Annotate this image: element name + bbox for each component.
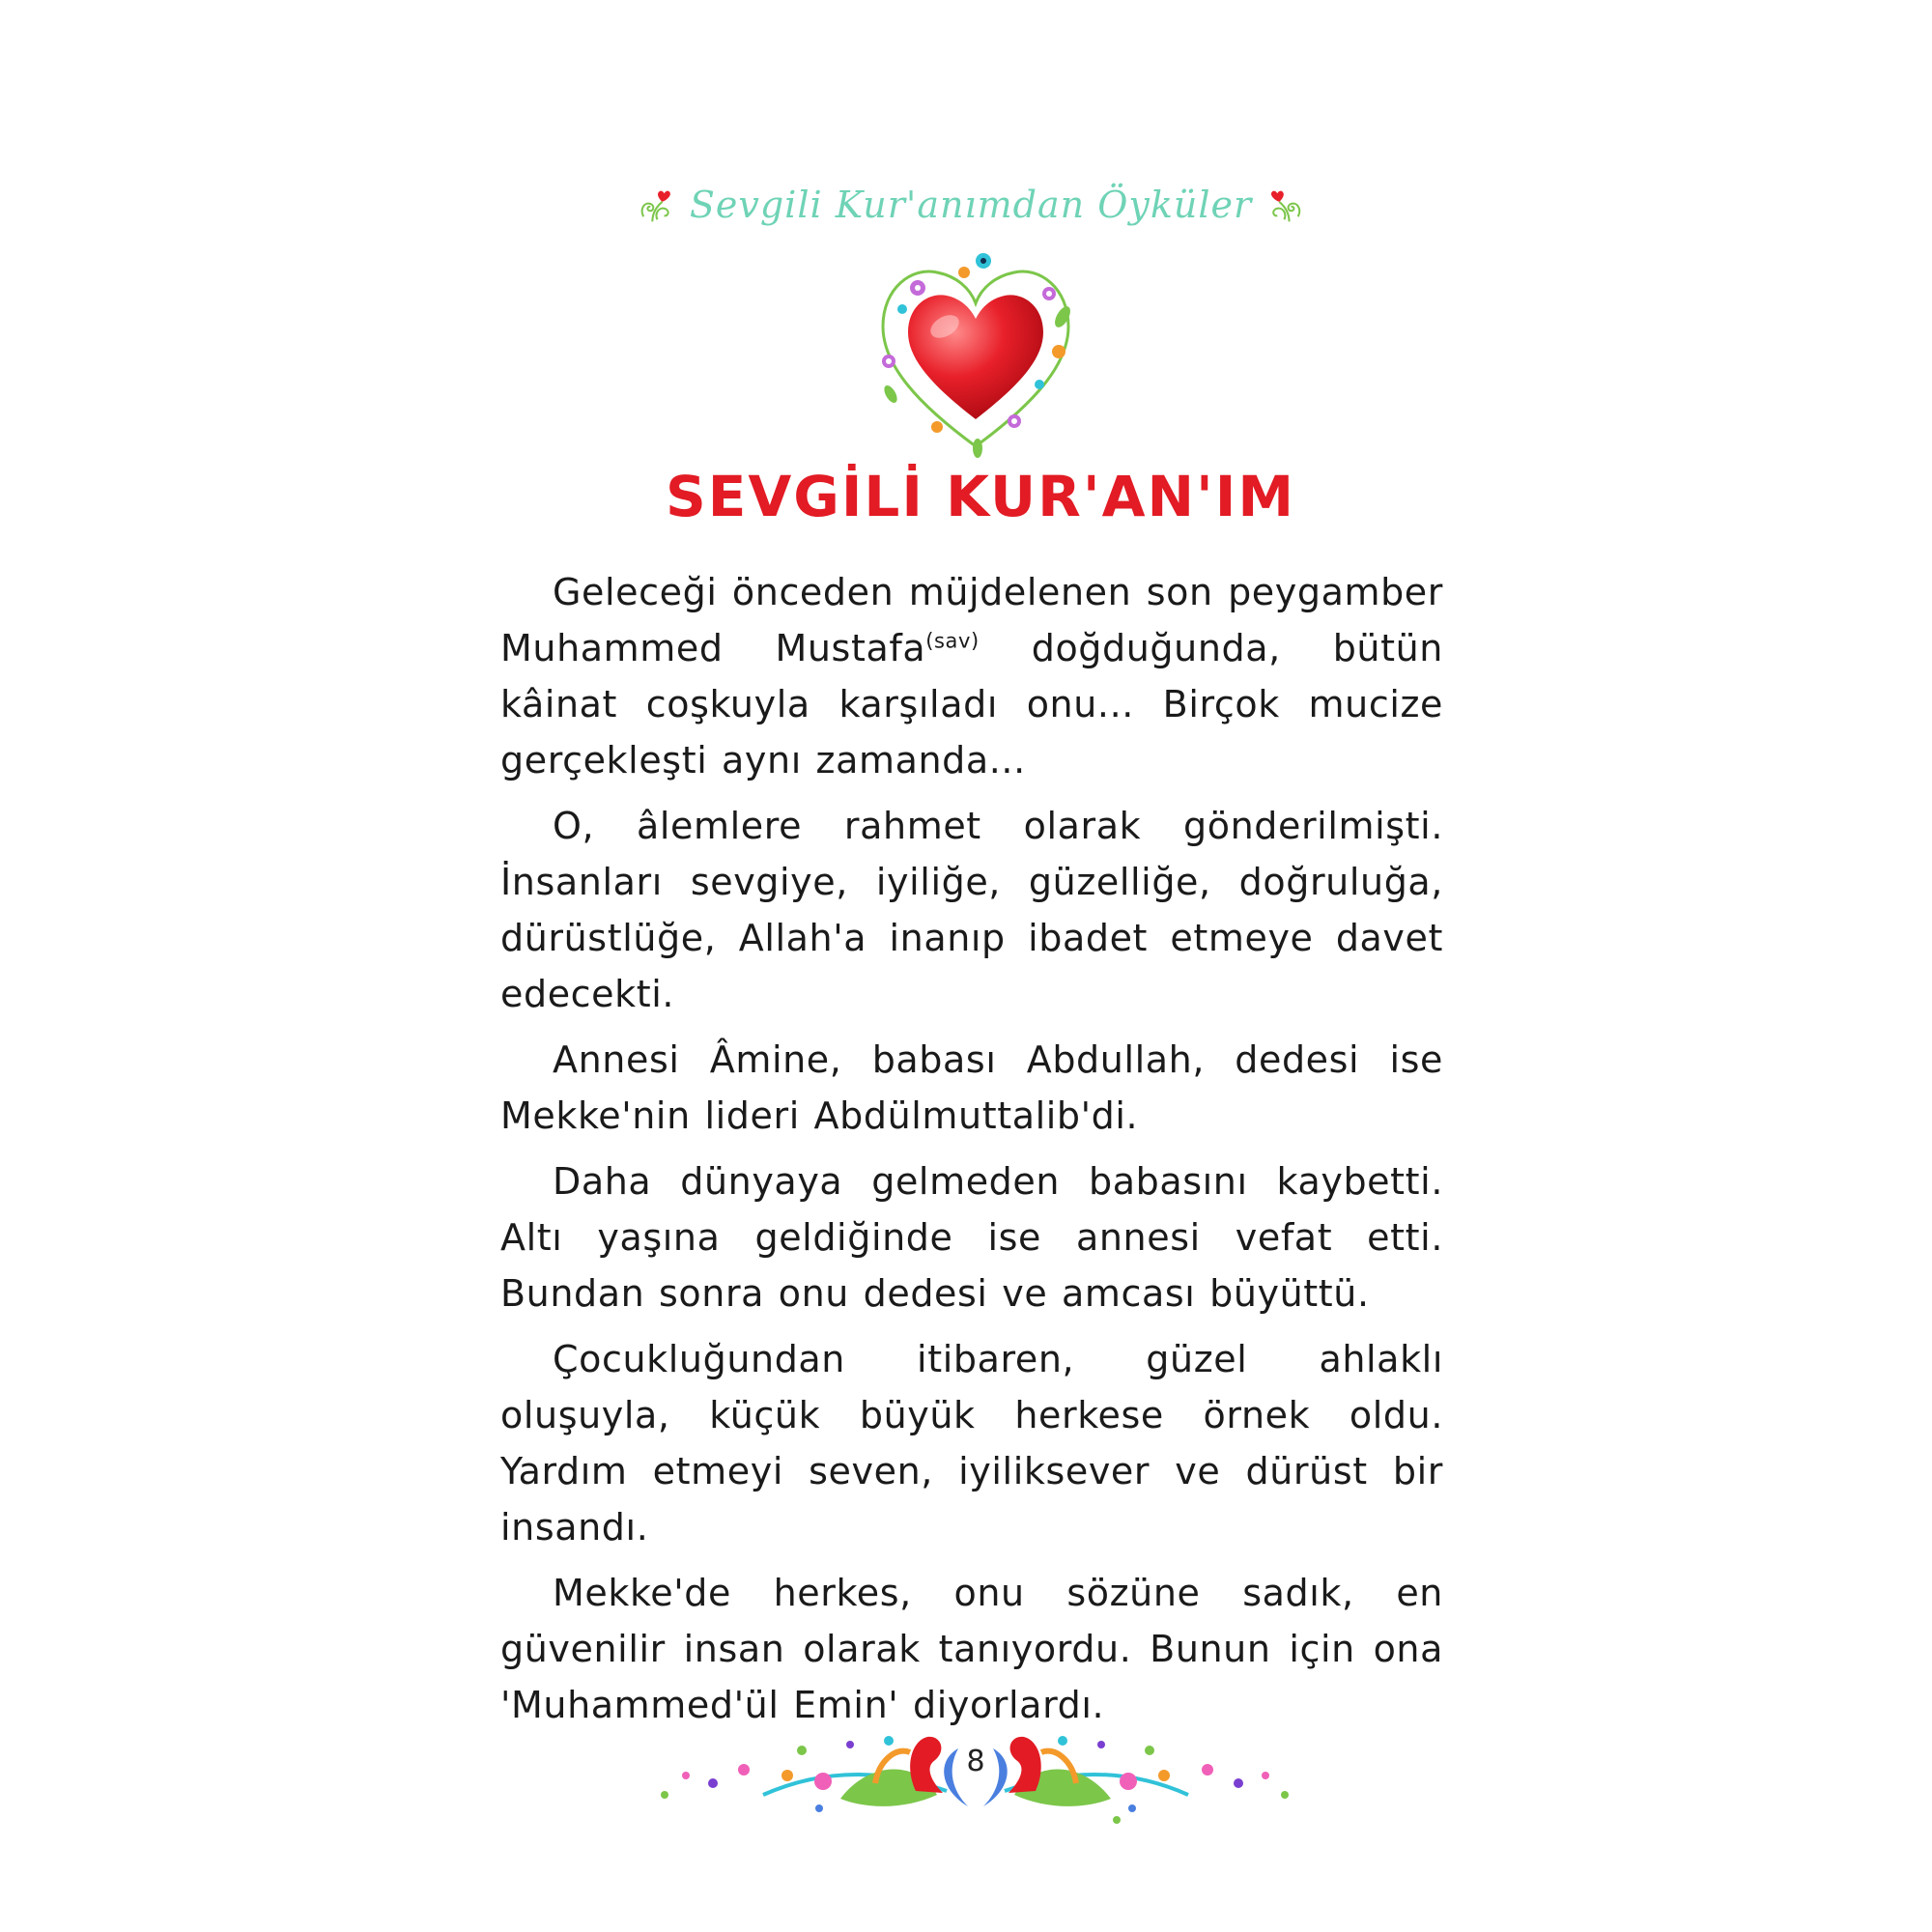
heart-flower-wreath-icon [869,249,1082,462]
paragraph-1: Geleceği önceden müjdelenen son peygamber Muhammed Mustafa$^{(sav)}$ doğduğunda, bütün kâinat coşkuyla karşıladı onu... Birçok mucize gerçekleşti aynı zamanda... [500,571,1443,781]
paragraph-6: Mekke'de herkes, onu sözüne sadık, en güvenilir insan olarak tanıyordu. Bunun için ona 'Muhammed'ül Emin' diyorlardı. [500,1572,1443,1726]
running-header [638,166,1304,243]
paragraph-5: Çocukluğundan itibaren, güzel ahlaklı oluşuyla, küçük büyük herkese örnek oldu. Yardım etmeyi seven, iyiliksever ve dürüst bir insandı. [500,1338,1443,1548]
page-number: 8 [966,1745,985,1778]
paragraph-3: Annesi Âmine, babası Abdullah, dedesi ise Mekke'nin lideri Abdülmuttalib'di. [500,1038,1443,1137]
paragraph-2: O, âlemlere rahmet olarak gönderilmişti. İnsanları sevgiye, iyiliğe, güzelliğe, doğruluğa, dürüstlüğe, Allah'a inanıp ibadet etmeye davet edecekti. [500,805,1443,1015]
paragraph-4: Daha dünyaya gelmeden babasını kaybetti. Altı yaşına geldiğinde ise annesi vefat etti. Bundan sonra onu dedesi ve amcası büyüttü. [500,1160,1443,1315]
heart-swirl-icon [1265,170,1304,240]
chapter-title: SEVGİLİ KUR'AN'IM [665,464,1296,529]
honorific-sup: (sav) [925,629,980,653]
heart-swirl-icon [638,170,676,240]
story-text [500,564,1443,1743]
running-title: Sevgili Kur'anımdan Öyküler [689,184,1253,226]
